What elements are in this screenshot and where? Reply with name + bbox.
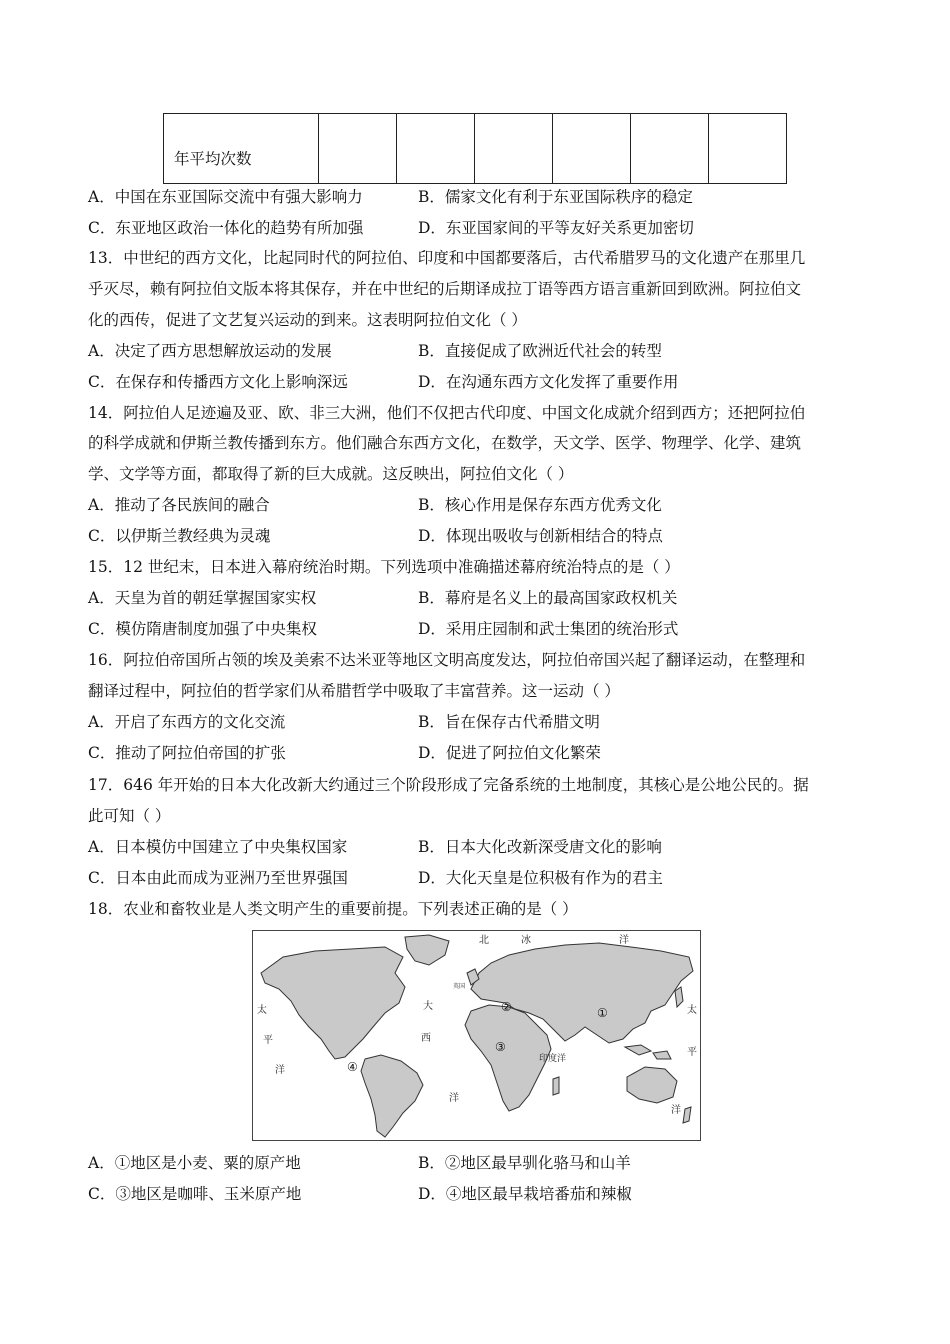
table-cell [397, 114, 475, 184]
map-label-atlantic-2: 西 [421, 1033, 431, 1044]
table-row-label: 年平均次数 [164, 114, 319, 184]
frequency-table [163, 113, 787, 184]
map-marker-2: ② [501, 1000, 512, 1014]
australia-landmass [627, 1067, 677, 1103]
south-america-landmass [361, 1055, 423, 1137]
map-label-ocean-north: 洋 [619, 935, 629, 946]
map-label-atlantic-1: 大 [423, 1001, 433, 1012]
japan-islands [675, 987, 683, 1007]
map-marker-3: ③ [495, 1040, 506, 1054]
q14-stem-line: 的科学成就和伊斯兰教传播到东方。他们融合东西方文化，在数学，天文学、医学、物理学、化学、建筑 [88, 434, 802, 452]
q16-stem-line: 翻译过程中，阿拉伯的哲学家们从希腊哲学中吸取了丰富营养。这一运动（ ） [88, 682, 620, 700]
q16-option-b: B．旨在保存古代希腊文明 [418, 713, 600, 731]
table-cell [319, 114, 397, 184]
world-map-figure [253, 931, 700, 1140]
q18-stem-line: 18．农业和畜牧业是人类文明产生的重要前提。下列表述正确的是（ ） [88, 900, 578, 918]
q13-stem-line: 化的西传，促进了文艺复兴运动的到来。这表明阿拉伯文化（ ） [88, 311, 527, 329]
north-america-landmass [261, 947, 405, 1059]
map-marker-1: ① [597, 1006, 608, 1020]
map-marker-4: ④ [347, 1060, 358, 1074]
q17-stem-line: 17．646 年开始的日本大化改新大约通过三个阶段形成了完备系统的土地制度，其核心是公地公民的。据 [88, 776, 809, 794]
map-label-ice: 冰 [521, 935, 531, 946]
q12-option-c: C．东亚地区政治一体化的趋势有所加强 [88, 219, 364, 237]
map-label-north: 北 [479, 935, 489, 946]
table-cell [475, 114, 553, 184]
q16-option-d: D．促进了阿拉伯文化繁荣 [418, 744, 601, 762]
greenland-landmass [405, 935, 449, 965]
q13-stem-line: 13．中世纪的西方文化，比起同时代的阿拉伯、印度和中国都要落后，古代希腊罗马的文化遗产在那里几 [88, 249, 806, 267]
q16-option-a: A．开启了东西方的文化交流 [88, 713, 286, 731]
map-label-pacific-right-2: 平 [687, 1047, 697, 1058]
q13-option-d: D．在沟通东西方文化发挥了重要作用 [418, 373, 679, 391]
q17-option-d: D．大化天皇是位积极有作为的君主 [418, 869, 663, 887]
q14-stem-line: 14．阿拉伯人足迹遍及亚、欧、非三大洲，他们不仅把古代印度、中国文化成就介绍到西方；还把阿拉伯 [88, 404, 806, 422]
q16-stem-line: 16．阿拉伯帝国所占领的埃及美索不达米亚等地区文明高度发达，阿拉伯帝国兴起了翻译运动，在整理和 [88, 651, 806, 669]
q17-option-c: C．日本由此而成为亚洲乃至世界强国 [88, 869, 348, 887]
map-label-indian-ocean: 印度洋 [539, 1054, 567, 1064]
q17-option-a: A．日本模仿中国建立了中央集权国家 [88, 838, 348, 856]
q16-option-c: C．推动了阿拉伯帝国的扩张 [88, 744, 286, 762]
map-label-pacific-left-1: 太 [257, 1005, 267, 1016]
map-label-atlantic-3: 洋 [449, 1093, 459, 1104]
q13-option-b: B．直接促成了欧洲近代社会的转型 [418, 342, 662, 360]
q18-option-c: C．③地区是咖啡、玉米原产地 [88, 1185, 302, 1203]
world-map [252, 930, 701, 1141]
table-cell [709, 114, 787, 184]
table-cell [631, 114, 709, 184]
madagascar-landmass [553, 1077, 559, 1095]
map-label-pacific-left-3: 洋 [275, 1065, 285, 1076]
q17-stem-line: 此可知（ ） [88, 807, 171, 825]
q18-option-a: A．①地区是小麦、粟的原产地 [88, 1154, 301, 1172]
q18-option-d: D．④地区最早栽培番茄和辣椒 [418, 1185, 632, 1203]
new-zealand-islands [683, 1107, 691, 1123]
q15-option-a: A．天皇为首的朝廷掌握国家实权 [88, 589, 317, 607]
map-label-england: 英国 [453, 983, 466, 990]
q12-option-a: A．中国在东亚国际交流中有强大影响力 [88, 188, 363, 206]
q14-stem-line: 学、文学等方面，都取得了新的巨大成就。这反映出，阿拉伯文化（ ） [88, 465, 574, 483]
q13-option-a: A．决定了西方思想解放运动的发展 [88, 342, 332, 360]
q15-option-b: B．幕府是名义上的最高国家政权机关 [418, 589, 678, 607]
map-label-pacific-right-3: 洋 [671, 1105, 681, 1116]
q13-option-c: C．在保存和传播西方文化上影响深远 [88, 373, 348, 391]
q14-option-d: D．体现出吸收与创新相结合的特点 [418, 527, 663, 545]
q14-option-a: A．推动了各民族间的融合 [88, 496, 270, 514]
southeast-asia-islands [625, 1045, 671, 1059]
q13-stem-line: 乎灭尽，赖有阿拉伯文版本将其保存，并在中世纪的后期译成拉丁语等西方语言重新回到欧洲。阿拉伯文 [88, 280, 802, 298]
table-cell [553, 114, 631, 184]
q12-option-b: B．儒家文化有利于东亚国际秩序的稳定 [418, 188, 693, 206]
q14-option-b: B．核心作用是保存东西方优秀文化 [418, 496, 662, 514]
q15-option-d: D．采用庄园制和武士集团的统治形式 [418, 620, 679, 638]
q12-option-d: D．东亚国家间的平等友好关系更加密切 [418, 219, 694, 237]
table-row [164, 114, 787, 184]
q14-option-c: C．以伊斯兰教经典为灵魂 [88, 527, 271, 545]
map-label-pacific-right-1: 太 [687, 1005, 697, 1016]
map-label-pacific-left-2: 平 [263, 1035, 273, 1046]
q15-option-c: C．模仿隋唐制度加强了中央集权 [88, 620, 317, 638]
q15-stem-line: 15．12 世纪末，日本进入幕府统治时期。下列选项中准确描述幕府统治特点的是（ ） [88, 558, 680, 576]
q17-option-b: B．日本大化改新深受唐文化的影响 [418, 838, 662, 856]
q18-option-b: B．②地区最早驯化骆马和山羊 [418, 1154, 631, 1172]
